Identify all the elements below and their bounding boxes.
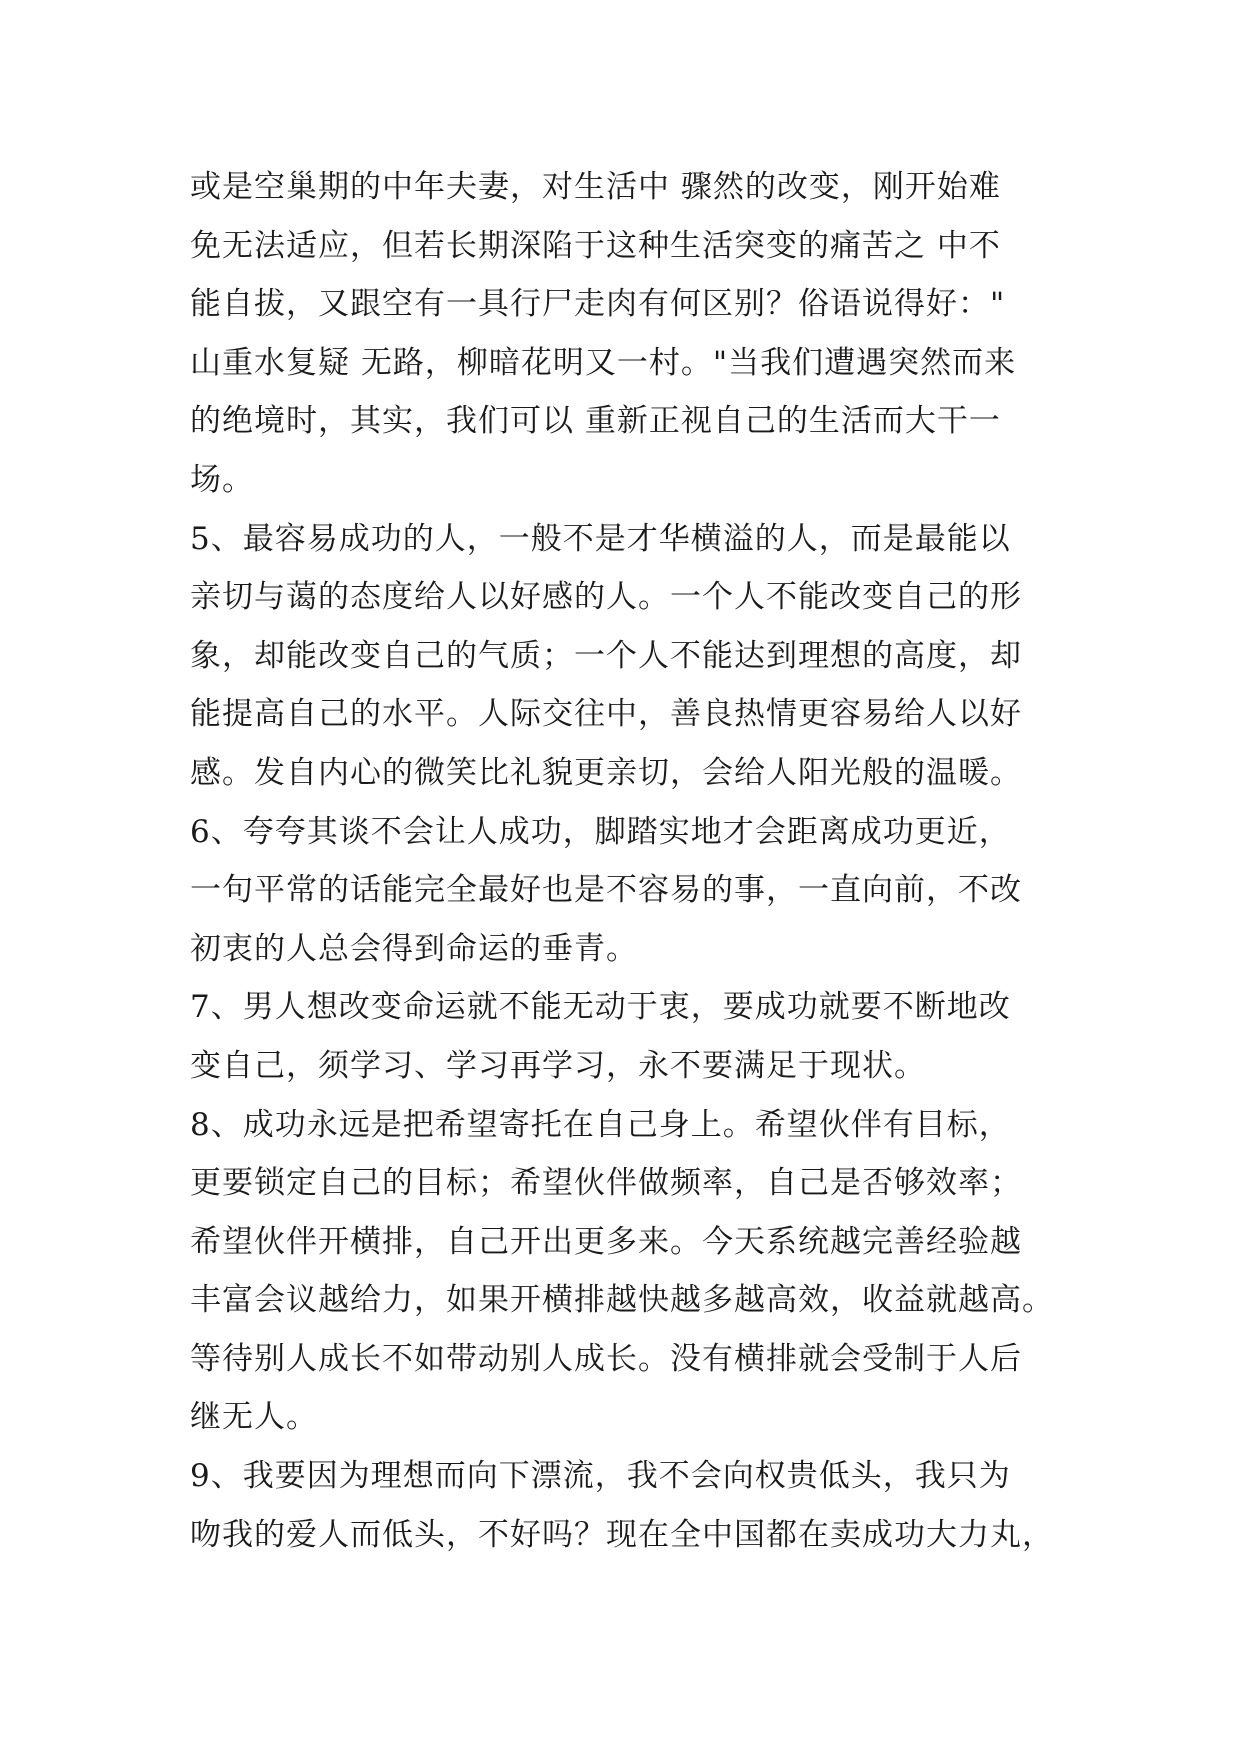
text-line: 免无法适应，但若长期深陷于这种生活突变的痛苦之 中不 <box>190 227 1001 264</box>
text-line: 更要锁定自己的目标；希望伙伴做频率，自己是否够效率； <box>190 1165 1022 1202</box>
text-line: 丰富会议越给力，如果开横排越快越多越高效，收益就越高。 <box>190 1282 1054 1319</box>
text-line: 继无人。 <box>190 1399 318 1436</box>
text-line: 7、男人想改变命运就不能无动于衷，要成功就要不断地改 <box>190 989 1011 1026</box>
text-line: 感。发自内心的微笑比礼貌更亲切，会给人阳光般的温暖。 <box>190 754 1022 791</box>
text-line: 能自拔，又跟空有一具行尸走肉有何区别？俗语说得好：" <box>190 286 1006 323</box>
text-line: 6、夸夸其谈不会让人成功，脚踏实地才会距离成功更近， <box>190 813 1011 850</box>
text-line: 吻我的爱人而低头，不好吗？现在全中国都在卖成功大力丸， <box>190 1516 1054 1553</box>
text-line: 初衷的人总会得到命运的垂青。 <box>190 930 638 967</box>
text-line: 希望伙伴开横排，自己开出更多来。今天系统越完善经验越 <box>190 1223 1022 1260</box>
text-line: 5、最容易成功的人，一般不是才华横溢的人，而是最能以 <box>190 520 1011 557</box>
text-line: 或是空巢期的中年夫妻，对生活中 骤然的改变，刚开始难 <box>190 169 1001 205</box>
text-line: 的绝境时，其实，我们可以 重新正视自己的生活而大干一 <box>190 403 1001 440</box>
text-line: 等待别人成长不如带动别人成长。没有横排就会受制于人后 <box>190 1340 1022 1377</box>
text-line: 8、成功永远是把希望寄托在自己身上。希望伙伴有目标， <box>190 1106 1011 1143</box>
text-line: 象，却能改变自己的气质；一个人不能达到理想的高度，却 <box>190 637 1022 674</box>
text-line: 亲切与蔼的态度给人以好感的人。一个人不能改变自己的形 <box>190 579 1022 616</box>
text-line: 一句平常的话能完全最好也是不容易的事，一直向前，不改 <box>190 872 1022 909</box>
text-line: 场。 <box>190 461 254 498</box>
text-line: 变自己，须学习、学习再学习，永不要满足于现状。 <box>190 1047 926 1084</box>
text-line: 山重水复疑 无路，柳暗花明又一村。"当我们遭遇突然而来 <box>190 344 1017 381</box>
text-line: 能提高自己的水平。人际交往中，善良热情更容易给人以好 <box>190 696 1022 733</box>
document-body <box>190 158 1090 1564</box>
text-line: 9、我要因为理想而向下漂流，我不会向权贵低头，我只为 <box>190 1458 1011 1495</box>
